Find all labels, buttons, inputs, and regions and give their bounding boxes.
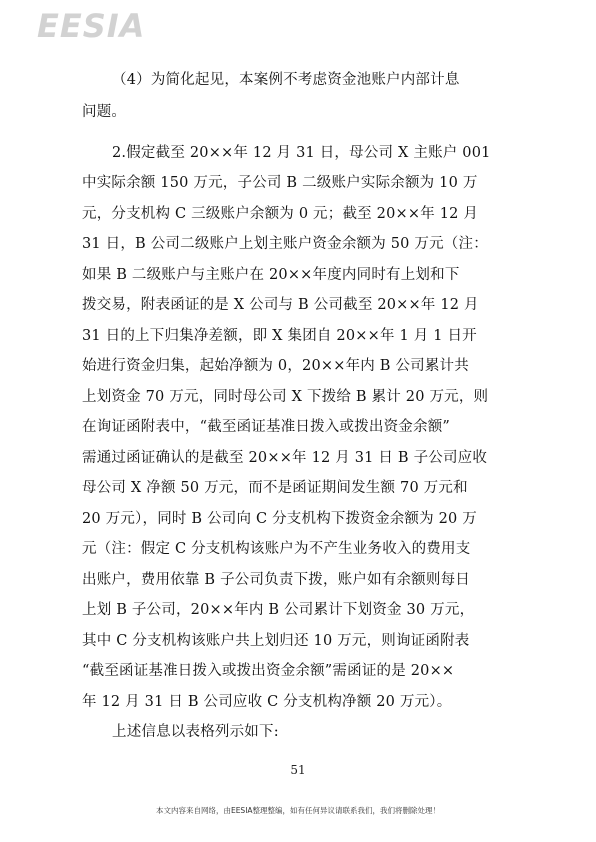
paragraph-line: 出账户，费用依靠 B 子公司负责下拨，账户如有余额则每日: [82, 572, 470, 588]
paragraph-line: 31 日的上下归集净差额，即 X 集团自 20××年 1 月 1 日开: [82, 328, 477, 344]
page-number: 51: [290, 763, 306, 777]
paragraph-line: 2.假定截至 20××年 12 月 31 日，母公司 X 主账户 001: [112, 145, 491, 161]
paragraph-line: 拨交易，附表函证的是 X 公司与 B 公司截至 20××年 12 月: [82, 297, 479, 313]
paragraph-line: “截至函证基准日拨入或拨出资金余额”需函证的是 20××: [82, 663, 455, 679]
footer-disclaimer: 本文内容来自网络，由EESIA整理整编，如有任何异议请联系我们，我们将删除处理！: [155, 806, 441, 815]
eesia-logo: EESIA: [37, 7, 146, 45]
paragraph-line: 中实际余额 150 万元，子公司 B 二级账户实际余额为 10 万: [82, 175, 478, 191]
paragraph-line: 如果 B 二级账户与主账户在 20××年度内同时有上划和下: [82, 267, 460, 283]
paragraph-line: 在询证函附表中，“截至函证基准日拨入或拨出资金余额”: [82, 419, 451, 435]
paragraph-line: 母公司 X 净额 50 万元，而不是函证期间发生额 70 万元和: [82, 480, 468, 496]
paragraph-line: 年 12 月 31 日 B 公司应收 C 分支机构净额 20 万元）。: [82, 694, 452, 710]
paragraph-line: 需通过函证确认的是截至 20××年 12 月 31 日 B 子公司应收: [82, 450, 488, 466]
paragraph-line: 上划 B 子公司，20××年内 B 公司累计下划资金 30 万元，: [82, 602, 475, 618]
paragraph-line: 问题。: [82, 104, 127, 120]
paragraph-line: 始进行资金归集，起始净额为 0，20××年内 B 公司累计共: [82, 358, 469, 374]
paragraph-line: 31 日，B 公司二级账户上划主账户资金余额为 50 万元（注：: [82, 236, 488, 252]
paragraph-line: （4）为简化起见，本案例不考虑资金池账户内部计息: [112, 72, 460, 88]
paragraph-line: 20 万元），同时 B 公司向 C 分支机构下拨资金余额为 20 万: [82, 511, 477, 527]
paragraph-line: 上述信息以表格列示如下:: [112, 724, 279, 740]
paragraph-line: 其中 C 分支机构该账户共上划归还 10 万元，则询证函附表: [82, 633, 470, 649]
paragraph-line: 上划资金 70 万元，同时母公司 X 下拨给 B 累计 20 万元，则: [82, 389, 489, 405]
paragraph-line: 元，分支机构 C 三级账户余额为 0 元；截至 20××年 12 月: [82, 206, 479, 222]
paragraph-line: 元（注：假定 C 分支机构该账户为不产生业务收入的费用支: [82, 541, 471, 557]
